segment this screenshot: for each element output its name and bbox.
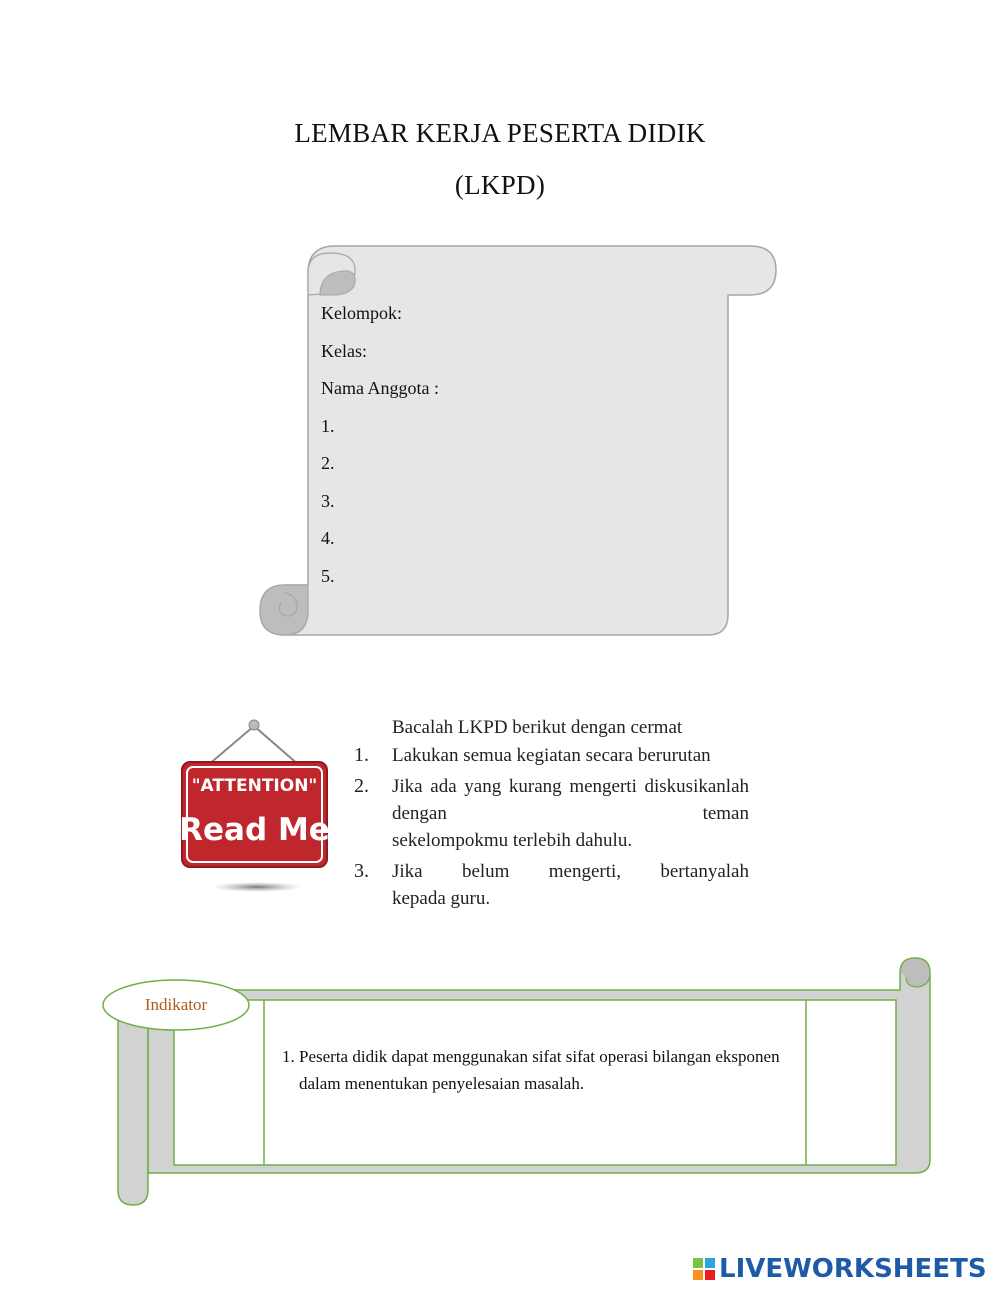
attention-text: "ATTENTION": [191, 776, 318, 796]
item-text: Lakukan semua kegiatan secara berurutan: [392, 745, 711, 766]
item-number: 1.: [354, 744, 369, 766]
member-line-1: 1.: [321, 415, 335, 436]
item-number: 2.: [354, 775, 369, 797]
member-line-3: 3.: [321, 490, 335, 511]
member-line-2: 2.: [321, 453, 335, 473]
group-field-label: Kelompok:: [321, 303, 402, 323]
member-line-4: 4.: [321, 528, 335, 548]
indicator-item: [282, 1043, 792, 1097]
indicator-number: 1.: [282, 1047, 295, 1066]
instructions: [354, 714, 749, 916]
item-text: Jika ada yang kurang mengerti diskusikanlah dengan teman: [392, 776, 749, 824]
identity-fields: [321, 300, 711, 600]
liveworksheets-logo-icon: [692, 1257, 716, 1281]
list-item: [354, 858, 749, 912]
read-me-text: Read Me: [179, 812, 330, 848]
brand-wordmark: LIVEWORKSHEETS: [719, 1254, 987, 1284]
instructions-intro: Bacalah LKPD berikut dengan cermat: [392, 717, 683, 738]
list-item: [354, 773, 749, 854]
page-subtitle: (LKPD): [454, 170, 546, 200]
page-title: LEMBAR KERJA PESERTA DIDIK: [294, 118, 706, 148]
item-text-cont: sekelompokmu terlebih dahulu.: [392, 830, 633, 851]
member-line-5: 5.: [321, 565, 335, 586]
members-field-label: Nama Anggota :: [321, 378, 439, 398]
item-text: Jika belum mengerti, bertanyalah: [392, 861, 749, 882]
item-number: 3.: [354, 860, 369, 882]
class-field-label: Kelas:: [321, 340, 367, 361]
instructions-list: [354, 742, 749, 912]
item-text-cont: kepada guru.: [392, 888, 491, 909]
liveworksheets-brand: [692, 1254, 987, 1284]
list-item: [354, 742, 749, 769]
indicator-text: Peserta didik dapat menggunakan sifat sifat operasi bilangan eksponen dalam menentukan penyelesaian masalah.: [299, 1047, 780, 1093]
attention-read-me-icon: [172, 712, 337, 902]
indicator-label: Indikator: [144, 995, 208, 1014]
